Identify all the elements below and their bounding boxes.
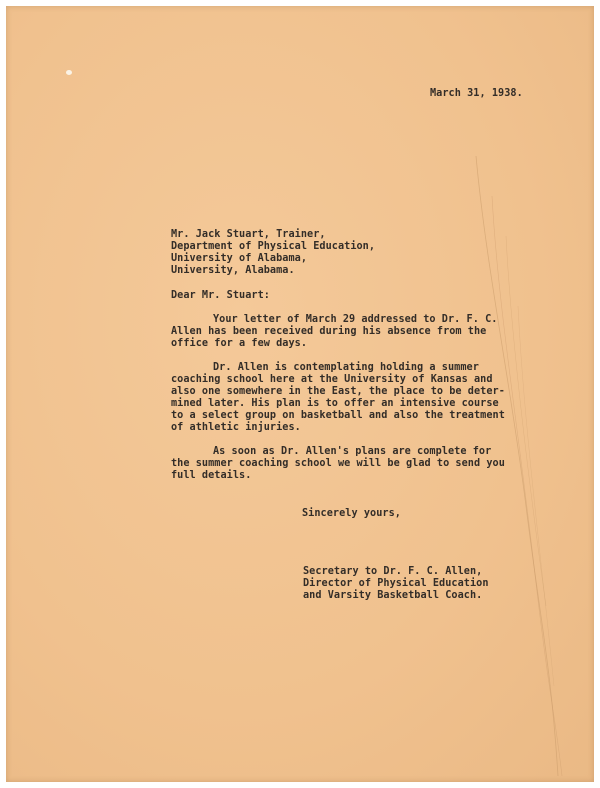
paragraph-line: to a select group on basketball and also the treatment: [171, 410, 505, 421]
signature-line: and Varsity Basketball Coach.: [303, 590, 483, 601]
paragraph-line: of athletic injuries.: [171, 422, 301, 433]
closing: Sincerely yours,: [302, 508, 401, 519]
paragraph-line: Your letter of March 29 addressed to Dr. F. C.: [213, 314, 498, 325]
paragraph-line: As soon as Dr. Allen's plans are complete for: [213, 446, 492, 457]
paragraph-line: office for a few days.: [171, 338, 308, 349]
address-line: Department of Physical Education,: [171, 241, 376, 252]
paragraph-line: mined later. His plan is to offer an intensive course: [171, 398, 499, 409]
paragraph-line: also one somewhere in the East, the place to be deter-: [171, 386, 505, 397]
address-line: University of Alabama,: [171, 253, 308, 264]
paragraph-line: full details.: [171, 470, 252, 481]
paper-blemish: [66, 70, 72, 75]
letter-page: [6, 6, 594, 782]
salutation: Dear Mr. Stuart:: [171, 290, 270, 301]
address-line: University, Alabama.: [171, 265, 295, 276]
signature-line: Director of Physical Education: [303, 578, 489, 589]
paragraph-line: the summer coaching school we will be glad to send you: [171, 458, 505, 469]
paragraph-line: coaching school here at the University of Kansas and: [171, 374, 493, 385]
paragraph-line: Dr. Allen is contemplating holding a summer: [213, 362, 479, 373]
paragraph-line: Allen has been received during his absence from the: [171, 326, 487, 337]
letter-date: March 31, 1938.: [430, 88, 523, 99]
signature-line: Secretary to Dr. F. C. Allen,: [303, 566, 483, 577]
address-line: Mr. Jack Stuart, Trainer,: [171, 229, 326, 240]
